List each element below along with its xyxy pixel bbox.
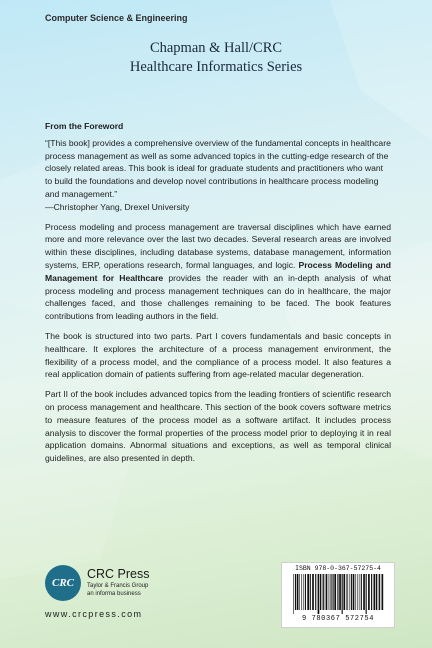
barcode-bar [312, 574, 314, 610]
crc-logo-text: CRC [51, 577, 74, 589]
isbn-digits: 9 780367 572754 [301, 615, 374, 623]
barcode-bar [371, 574, 372, 610]
barcode-bar [303, 574, 304, 610]
barcode-bar [323, 574, 324, 610]
book-title-inline: Process Modeling and Management for Healthcare [45, 259, 392, 283]
barcode-bar [318, 574, 320, 614]
barcode-bar [299, 574, 300, 610]
barcode-bar [376, 574, 377, 610]
publisher-website: www.crcpress.com [45, 609, 143, 619]
paragraph-2: The book is structured into two parts. Part I covers fundamentals and basic concepts in healthcare. It explores the architecture of a process management environment, the flexibility of a process model, and the compliance of a process model. It also features a real application domain of patients suffering from age-related macular degeneration. [45, 330, 391, 380]
foreword-quote-text: “[This book] provides a comprehensive overview of the fundamental concepts in healthcare process management as well as some advanced topics in the cutting-edge research of the closely related areas. This book is ideal for graduate students and practitioners who want to build the foundations and develop novel contributions in healthcare process modeling and management.” [45, 137, 391, 199]
header [0, 0, 432, 96]
foreword-heading: From the Foreword [45, 121, 124, 131]
barcode-bar [333, 574, 334, 610]
barcode-bar [355, 574, 356, 610]
barcode-bar [353, 574, 355, 610]
blurb [45, 120, 391, 472]
barcode-bar [307, 574, 309, 610]
category-label: Computer Science & Engineering [45, 13, 188, 23]
barcode-bar [368, 574, 370, 610]
paragraph-1-start: Process modeling and process management are traversal disciplines which have earned more and more relevance over the last two decades. Several research areas are involved within these disciplines, including database systems, database management, information systems, ERP, operations research, formal languages, and logic. [45, 221, 391, 270]
isbn-barcode-box [281, 562, 395, 628]
barcode-bar [349, 574, 350, 610]
barcode-bar [357, 574, 358, 610]
barcode-bar [301, 574, 302, 610]
barcode-bar [329, 574, 330, 610]
paragraph-1-end: provides the reader with an in-depth analysis of what process modeling and process management techniques can do in healthcare, the major challenges faced, and those challenges remaining to be faced. The book features contributions from leading authors in the field. [45, 272, 391, 322]
barcode-bar [339, 574, 341, 610]
paragraph-1 [45, 221, 391, 323]
paragraph-3: Part II of the book includes advanced topics from the leading frontiers of scientific research on process management and healthcare. This section of the book covers software metrics to measure features of the process model as a software artifact. It includes process analysis to discover the formal properties of the process model prior to deploying it in real application domains. Abnormal situations and exceptions, as well as temporal clinical guidelines, are also presented in depth. [45, 389, 391, 464]
barcode-bar [322, 574, 323, 610]
barcode-bar [361, 574, 362, 610]
barcode-bar [331, 574, 332, 610]
barcode-bar [343, 574, 345, 610]
barcode-bar [315, 574, 316, 610]
barcode-bar [330, 574, 331, 610]
barcode-bar [378, 574, 379, 610]
barcode-bar [374, 574, 376, 610]
barcode-icon [292, 574, 386, 614]
barcode-bar [363, 574, 365, 610]
publisher-tagline: an informa business [87, 591, 141, 597]
barcode-bar [382, 574, 384, 610]
crc-logo-icon [45, 565, 81, 601]
barcode-bar [359, 574, 360, 610]
barcode-bar [366, 574, 367, 614]
series-name-line: Healthcare Informatics Series [129, 59, 303, 75]
foreword-quote [45, 137, 391, 214]
foreword-attribution: —Christopher Yang, Drexel University [45, 201, 190, 212]
barcode-bar [337, 574, 338, 610]
barcode-bar [295, 574, 296, 610]
series-publisher-line: Chapman & Hall/CRC [149, 40, 283, 56]
barcode-bar [297, 574, 299, 610]
barcode-bar [334, 574, 336, 610]
publisher-name: CRC Press [87, 567, 150, 581]
publisher-logo-block [45, 565, 185, 625]
barcode-bar [305, 574, 306, 610]
barcode-bar [293, 574, 294, 614]
barcode-bar [351, 574, 352, 610]
barcode-bar [342, 574, 343, 614]
barcode-bar [310, 574, 311, 610]
barcode-bar [379, 574, 380, 610]
barcode-bar [346, 574, 347, 610]
publisher-group: Taylor & Francis Group [87, 583, 149, 589]
barcode-bar [320, 574, 321, 610]
barcode-bar [326, 574, 328, 610]
isbn-label: ISBN 978-0-367-57275-4 [295, 565, 381, 572]
